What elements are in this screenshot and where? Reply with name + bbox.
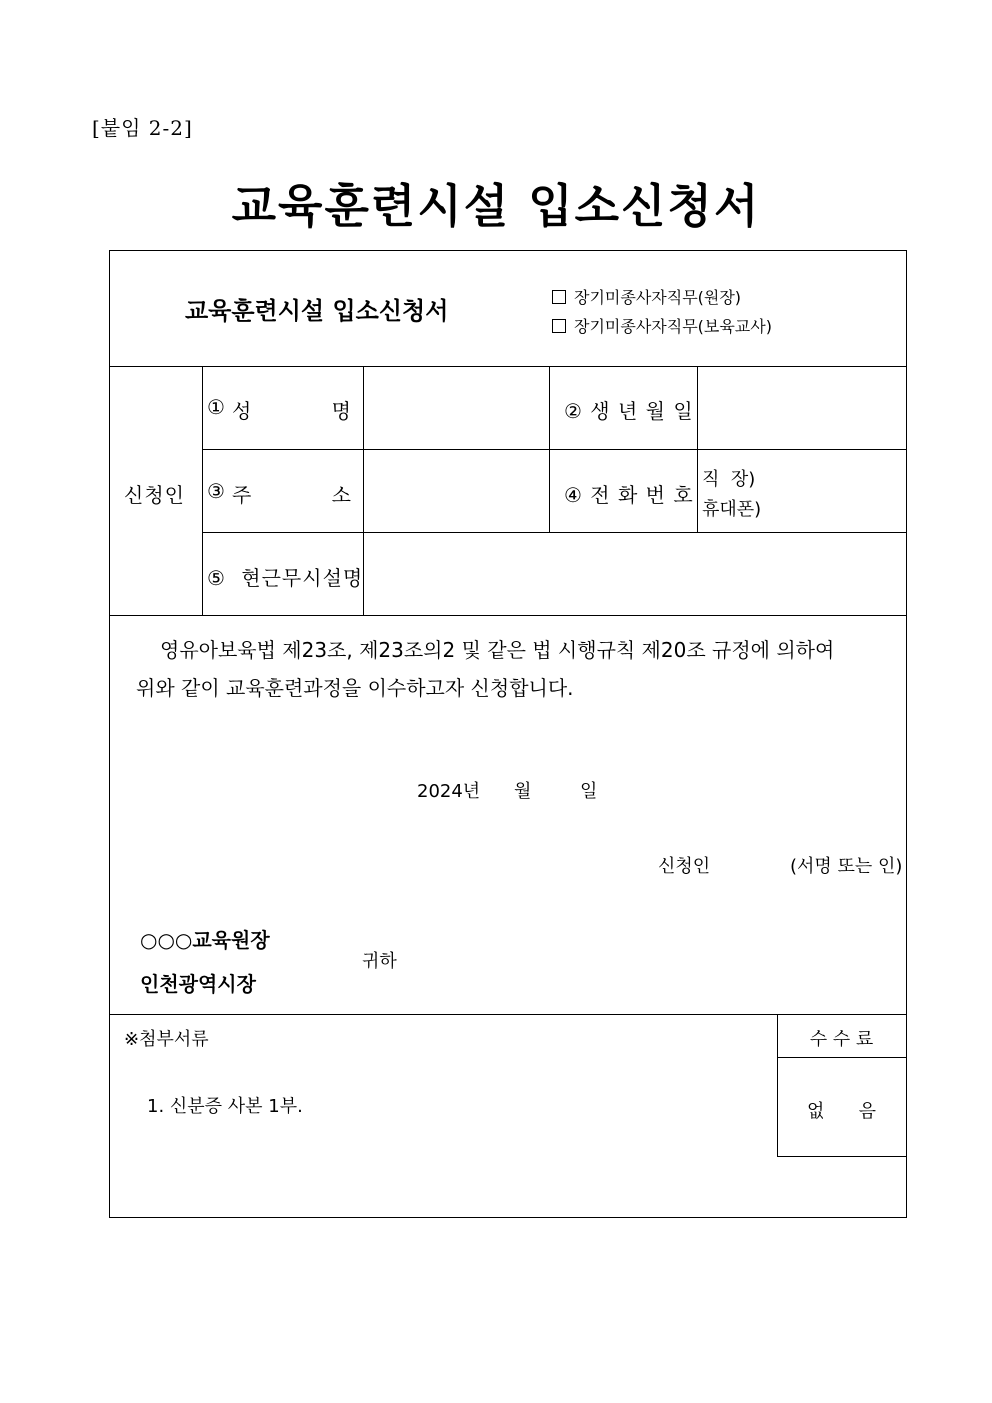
address-input[interactable] <box>367 454 545 528</box>
page-title: 교육훈련시설 입소신청서 <box>231 179 761 233</box>
date-day: 일 <box>580 781 598 802</box>
divider <box>549 366 550 532</box>
statement-line-1: 영유아보육법 제23조, 제23조의2 및 같은 법 시행규칙 제20조 규정에 의하여 <box>160 638 835 662</box>
checkbox-square-icon[interactable] <box>552 319 566 333</box>
divider <box>202 449 906 450</box>
divider <box>697 366 698 532</box>
circled-number: ⑤ <box>207 566 226 590</box>
divider <box>110 615 906 616</box>
name-label <box>207 395 352 424</box>
attachment-label: [붙임 2-2] <box>92 116 193 140</box>
divider <box>110 366 906 367</box>
facility-label-text: 현근무시설명 <box>241 566 364 590</box>
date-year: 2024년 <box>417 781 481 802</box>
birth-input[interactable] <box>701 371 901 445</box>
checkbox-square-icon[interactable] <box>552 290 566 304</box>
name-input[interactable] <box>367 371 545 445</box>
facility-input[interactable] <box>367 537 902 611</box>
phone-work-field[interactable]: 직 장) <box>702 469 756 490</box>
address-label <box>207 479 352 508</box>
honorific: 귀하 <box>362 951 397 972</box>
name-label-text: 성 명 <box>231 399 352 423</box>
applicant-sign-label: 신청인 <box>658 856 711 877</box>
fee-value: 없 음 <box>806 1101 877 1122</box>
birth-label-text: 생 년 월 일 <box>590 399 694 423</box>
divider <box>777 1057 906 1058</box>
fee-label: 수 수 료 <box>809 1029 874 1050</box>
address-label-text: 주 소 <box>231 483 352 507</box>
phone-label-text: 전 화 번 호 <box>590 483 694 507</box>
date-month: 월 <box>514 781 532 802</box>
divider <box>202 366 203 615</box>
statement-line-2: 위와 같이 교육훈련과정을 이수하고자 신청합니다. <box>136 676 574 700</box>
application-form <box>109 250 907 1218</box>
birth-label <box>564 395 694 424</box>
circled-number: ① <box>207 395 226 419</box>
recipient-education-center: ○○○교육원장 <box>140 928 270 952</box>
checkbox-label: 장기미종사자직무(보육교사) <box>574 317 772 336</box>
checkbox-label: 장기미종사자직무(원장) <box>574 288 742 307</box>
circled-number: ③ <box>207 479 226 503</box>
attachment-item: 1. 신분증 사본 1부. <box>147 1096 303 1117</box>
checkbox-teacher[interactable] <box>552 314 772 337</box>
applicant-label: 신청인 <box>124 483 185 507</box>
divider <box>202 532 906 533</box>
sign-note: (서명 또는 인) <box>790 856 903 877</box>
form-header-title: 교육훈련시설 입소신청서 <box>185 297 449 325</box>
phone-mobile-field[interactable]: 휴대폰) <box>702 499 762 520</box>
recipient-mayor: 인천광역시장 <box>140 972 256 996</box>
divider <box>777 1156 906 1157</box>
attachments-title: ※첨부서류 <box>124 1029 209 1050</box>
checkbox-director[interactable] <box>552 285 741 308</box>
phone-label <box>564 479 694 508</box>
facility-label <box>207 562 363 591</box>
circled-number: ② <box>564 399 583 423</box>
circled-number: ④ <box>564 483 583 507</box>
divider <box>110 1014 906 1015</box>
